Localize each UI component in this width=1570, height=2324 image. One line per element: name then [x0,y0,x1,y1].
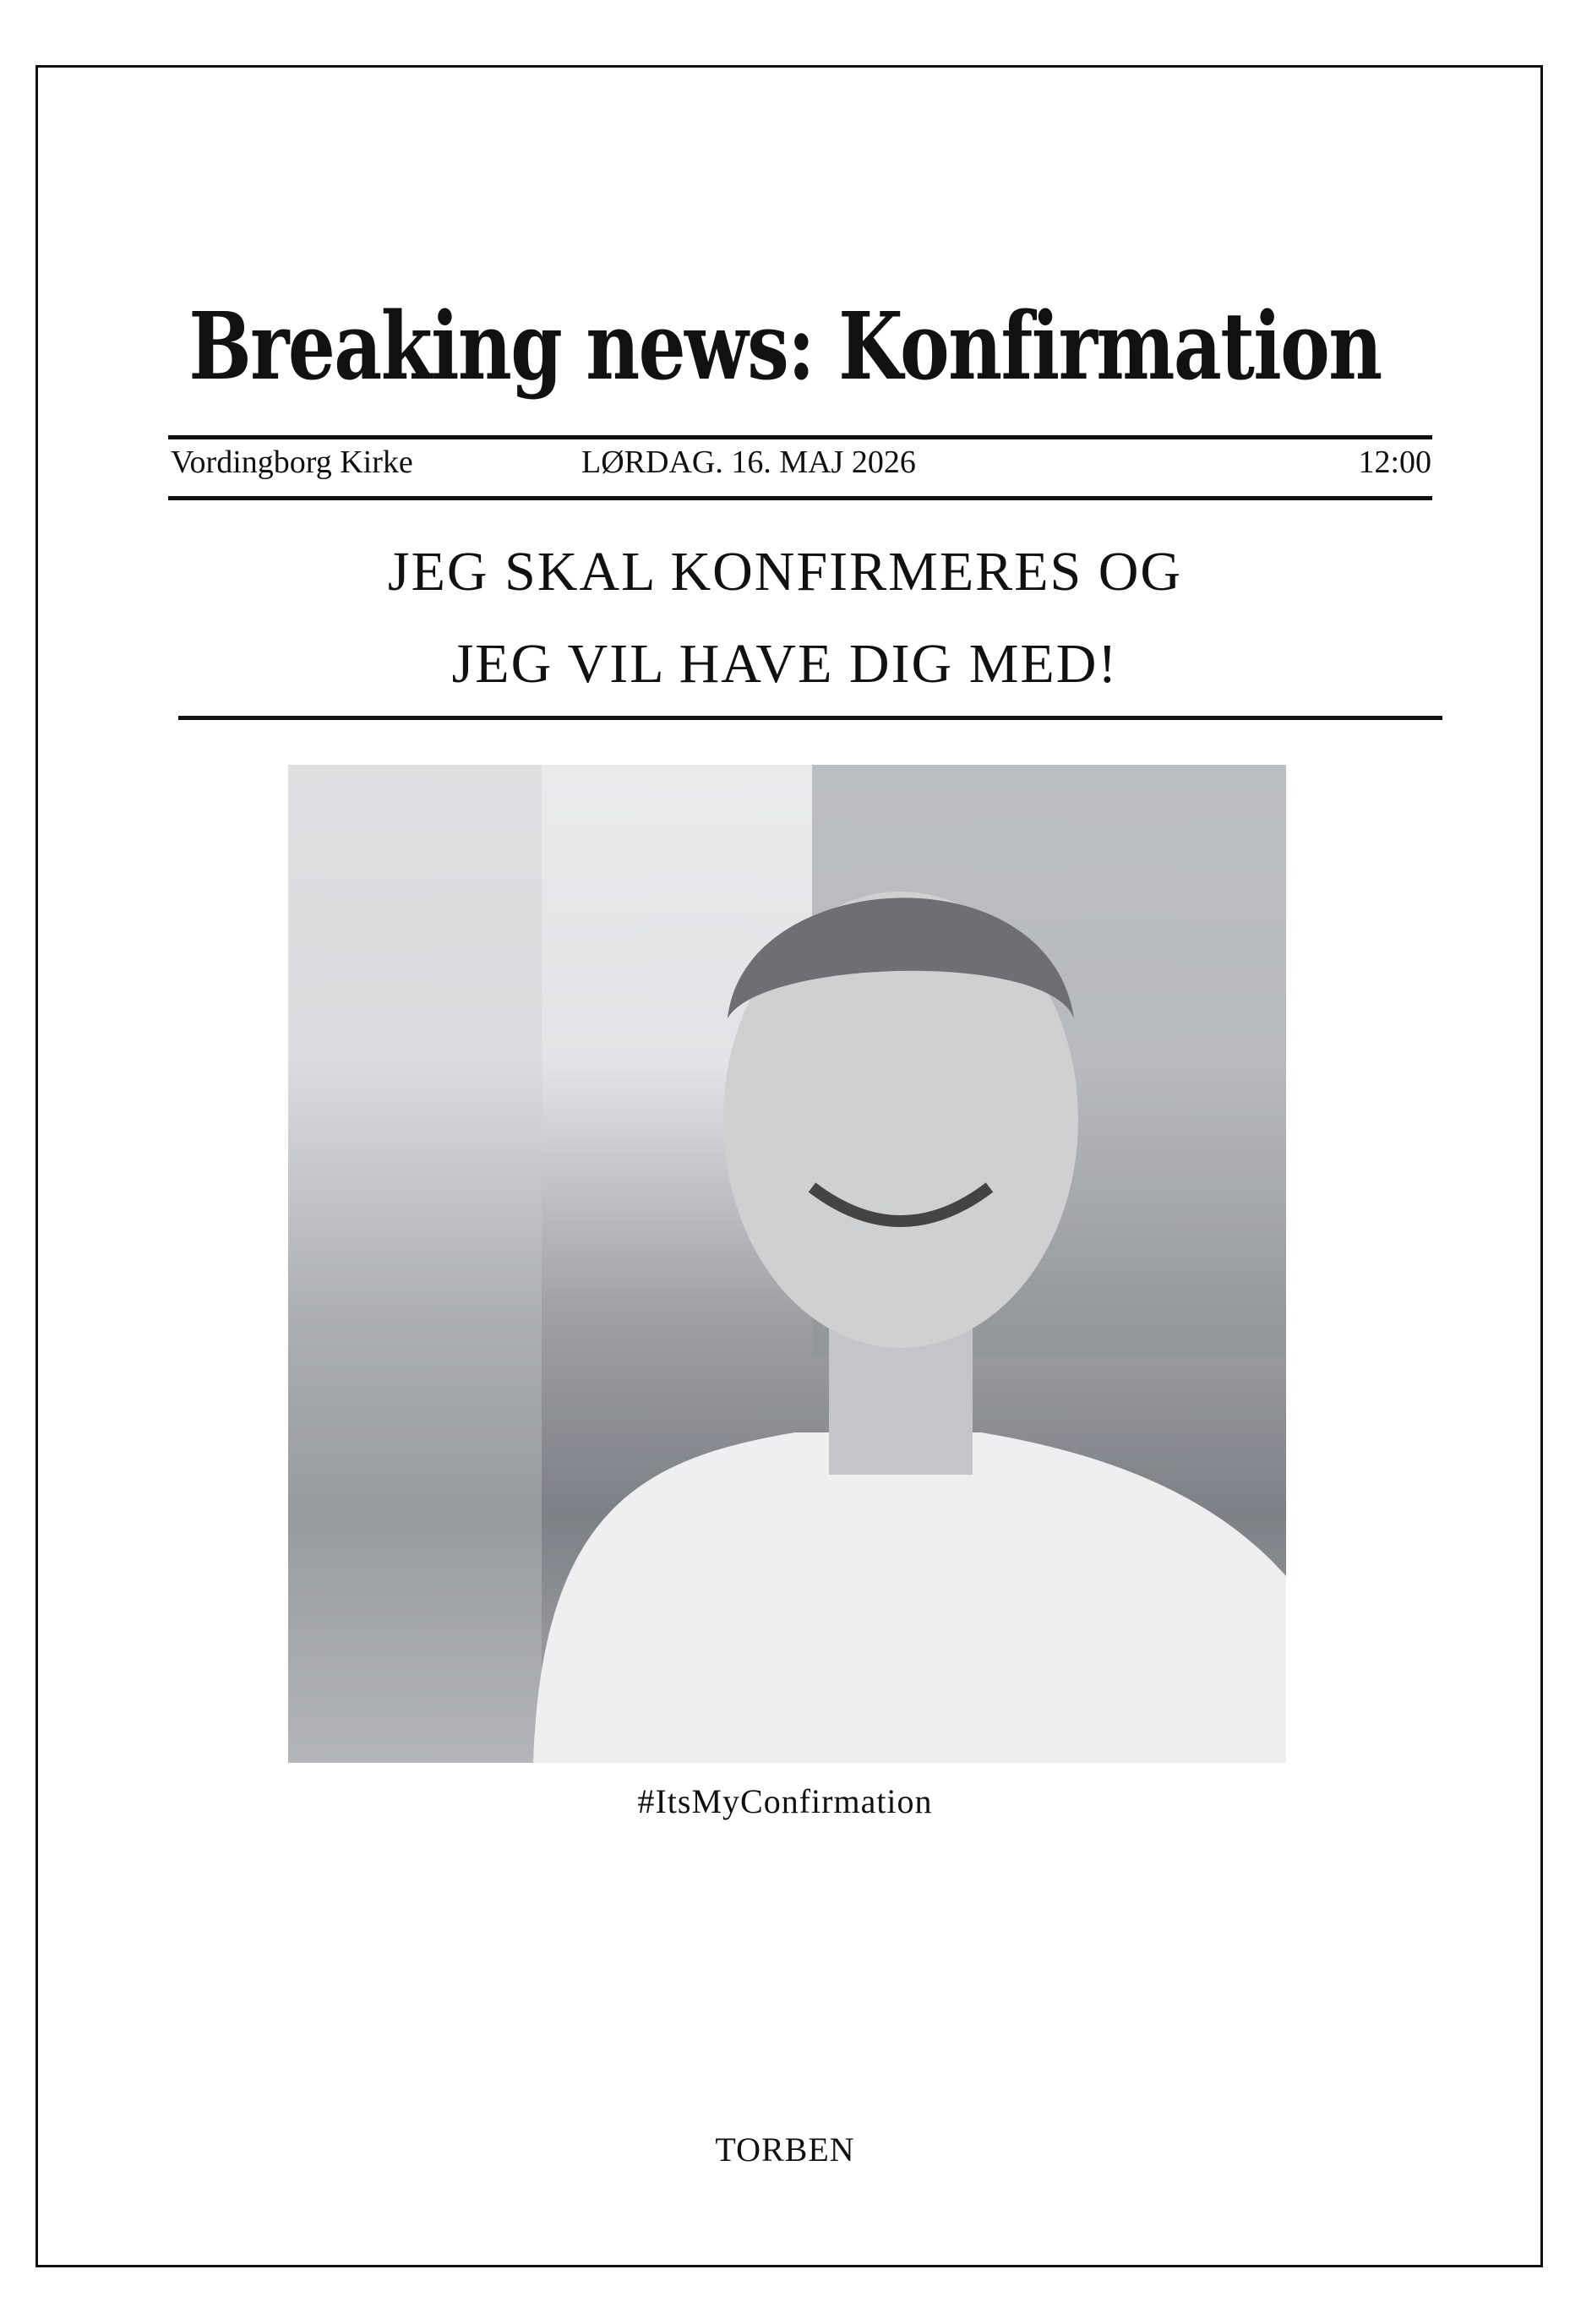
location-text: Vordingborg Kirke [171,445,413,480]
page-title: Breaking news: Konfirmation [188,292,1382,401]
headline-line-2: JEG VIL HAVE DIG MED! [451,633,1119,695]
top-rule [168,435,1432,439]
meta-bottom-rule [168,496,1432,500]
headline-line-1: JEG SKAL KONFIRMERES OG [387,541,1183,603]
date-text: LØRDAG. 16. MAJ 2026 [581,445,916,480]
confirmand-name: TORBEN [715,2130,855,2169]
portrait-illustration [288,765,1286,1763]
portrait-photo [288,765,1286,1763]
time-text: 12:00 [1358,445,1431,480]
hashtag-text: #ItsMyConfirmation [637,1782,933,1820]
headline-rule [178,716,1442,720]
